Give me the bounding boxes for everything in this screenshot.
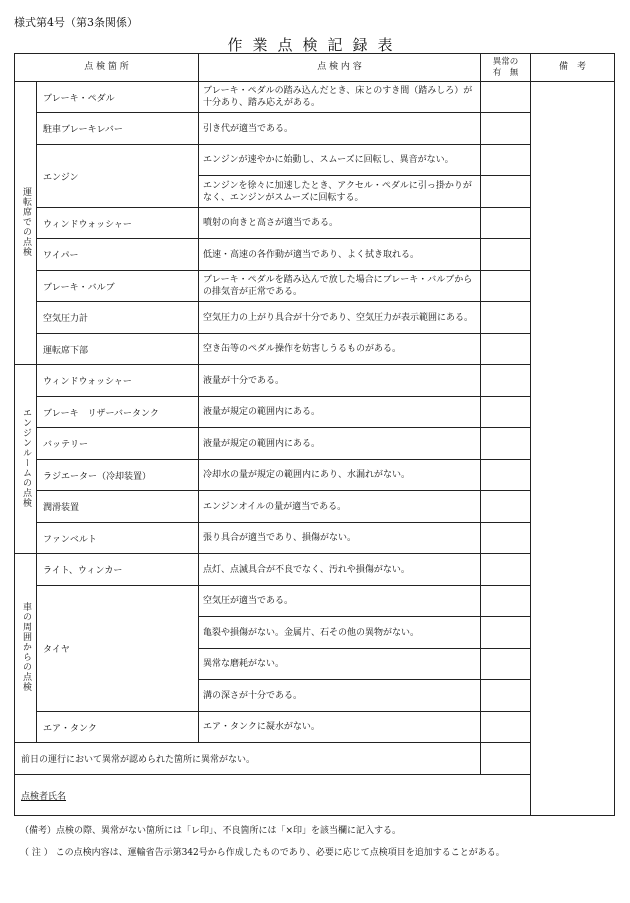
abnormal-check-cell[interactable] (481, 82, 531, 113)
table-row (15, 239, 615, 271)
location-cell: バッテリー (37, 428, 199, 460)
table-row (15, 113, 615, 145)
remark-note: （備考）点検の際、異常がない箇所には「レ印」、不良箇所には「×印」を該当欄に記入する。 (20, 826, 402, 836)
abnormal-check-cell[interactable] (481, 365, 531, 397)
abnormal-check-cell[interactable] (481, 271, 531, 302)
abnormal-check-cell[interactable] (481, 428, 531, 460)
content-cell: 空き缶等のペダル操作を妨害しうるものがある。 (199, 334, 481, 365)
location-cell: 運転席下部 (37, 334, 199, 365)
location-cell: ラジエーター（冷却装置） (37, 460, 199, 491)
table-row (15, 554, 615, 586)
content-cell: 液量が規定の範囲内にある。 (199, 397, 481, 428)
footnotes (20, 820, 505, 864)
abnormal-check-cell[interactable] (481, 712, 531, 743)
table-row (15, 491, 615, 523)
inspection-table (14, 53, 615, 816)
location-cell: ライト、ウィンカー (37, 554, 199, 586)
table-row (15, 365, 615, 397)
content-cell: 引き代が適当である。 (199, 113, 481, 145)
page-title: 作業点検記録表 (227, 36, 403, 54)
location-cell: ウィンドウォッシャー (37, 365, 199, 397)
location-cell: 駐車ブレーキレバー (37, 113, 199, 145)
abnormal-check-cell[interactable] (481, 239, 531, 271)
content-cell: 点灯、点滅具合が不良でなく、汚れや損傷がない。 (199, 554, 481, 586)
table-row (15, 334, 615, 365)
location-cell: ファンベルト (37, 523, 199, 554)
content-cell: 噴射の向きと高さが適当である。 (199, 208, 481, 239)
location-cell: 潤滑装置 (37, 491, 199, 523)
category-engine-room: エンジンルームの点検 (15, 365, 37, 554)
abnormal-check-cell[interactable] (481, 680, 531, 712)
location-cell: タイヤ (37, 586, 199, 712)
previous-day-row (15, 743, 615, 775)
header-row (15, 54, 615, 82)
location-cell: 空気圧力計 (37, 302, 199, 334)
abnormal-check-cell[interactable] (481, 491, 531, 523)
content-cell: エア・タンクに凝水がない。 (199, 712, 481, 743)
inspector-name-field[interactable] (15, 775, 531, 816)
content-cell: 液量が規定の範囲内にある。 (199, 428, 481, 460)
header-remarks: 備 考 (531, 54, 615, 82)
content-cell: エンジンオイルの量が適当である。 (199, 491, 481, 523)
content-cell: 亀裂や損傷がない。金属片、石その他の異物がない。 (199, 617, 481, 649)
table-row (15, 712, 615, 743)
table-row (15, 523, 615, 554)
abnormal-check-cell[interactable] (481, 554, 531, 586)
table-row (15, 208, 615, 239)
category-driver-seat: 運転席での点検 (15, 82, 37, 365)
source-note: （ 注 ） この点検内容は、運輸省告示第342号から作成したものであり、必要に応じて点検項目を追加することがある。 (20, 848, 505, 858)
abnormal-check-cell[interactable] (481, 649, 531, 680)
remarks-cell[interactable] (531, 82, 615, 816)
abnormal-check-cell[interactable] (481, 176, 531, 208)
table-row (15, 302, 615, 334)
location-cell: エア・タンク (37, 712, 199, 743)
content-cell: 液量が十分である。 (199, 365, 481, 397)
content-cell: 空気圧が適当である。 (199, 586, 481, 617)
table-row (15, 428, 615, 460)
location-cell: ウィンドウォッシャー (37, 208, 199, 239)
abnormal-check-cell[interactable] (481, 113, 531, 145)
form-number-label: 様式第4号（第3条関係） (14, 16, 138, 29)
location-cell: ブレーキ・バルブ (37, 271, 199, 302)
content-cell: 空気圧力の上がり具合が十分であり、空気圧力が表示範囲にある。 (199, 302, 481, 334)
header-abnormal: 異常の 有 無 (481, 54, 531, 82)
location-cell: ブレーキ・ペダル (37, 82, 199, 113)
inspector-name-label: 点検者氏名 (21, 791, 67, 802)
table-row (15, 397, 615, 428)
content-cell: ブレーキ・ペダルの踏み込んだとき、床とのすき間（踏みしろ）が十分あり、踏み応えがある。 (199, 82, 481, 113)
content-cell: 低速・高速の各作動が適当であり、よく拭き取れる。 (199, 239, 481, 271)
table-row (15, 145, 615, 176)
abnormal-check-cell[interactable] (481, 145, 531, 176)
abnormal-check-cell[interactable] (481, 208, 531, 239)
previous-day-text: 前日の運行において異常が認められた箇所に異常がない。 (15, 743, 481, 775)
table-row (15, 586, 615, 617)
inspector-row (15, 775, 615, 816)
header-location: 点 検 箇 所 (15, 54, 199, 82)
table-row (15, 82, 615, 113)
table-row (15, 460, 615, 491)
category-vehicle-around: 車の周囲からの点検 (15, 554, 37, 743)
abnormal-check-cell[interactable] (481, 523, 531, 554)
header-content: 点 検 内 容 (199, 54, 481, 82)
abnormal-check-cell[interactable] (481, 460, 531, 491)
table-row (15, 271, 615, 302)
abnormal-check-cell[interactable] (481, 743, 531, 775)
content-cell: 冷却水の量が規定の範囲内にあり、水漏れがない。 (199, 460, 481, 491)
abnormal-check-cell[interactable] (481, 617, 531, 649)
content-cell: ブレーキ・ペダルを踏み込んで放した場合にブレーキ・バルブからの排気音が正常である。 (199, 271, 481, 302)
location-cell: ワイパー (37, 239, 199, 271)
content-cell: エンジンが速やかに始動し、スムーズに回転し、異音がない。 (199, 145, 481, 176)
content-cell: 張り具合が適当であり、損傷がない。 (199, 523, 481, 554)
location-cell: エンジン (37, 145, 199, 208)
abnormal-check-cell[interactable] (481, 334, 531, 365)
content-cell: エンジンを徐々に加速したとき、アクセル・ペダルに引っ掛かりがなく、エンジンがスムーズに回転する。 (199, 176, 481, 208)
location-cell: ブレーキ リザーバータンク (37, 397, 199, 428)
content-cell: 溝の深さが十分である。 (199, 680, 481, 712)
abnormal-check-cell[interactable] (481, 302, 531, 334)
abnormal-check-cell[interactable] (481, 397, 531, 428)
abnormal-check-cell[interactable] (481, 586, 531, 617)
content-cell: 異常な磨耗がない。 (199, 649, 481, 680)
